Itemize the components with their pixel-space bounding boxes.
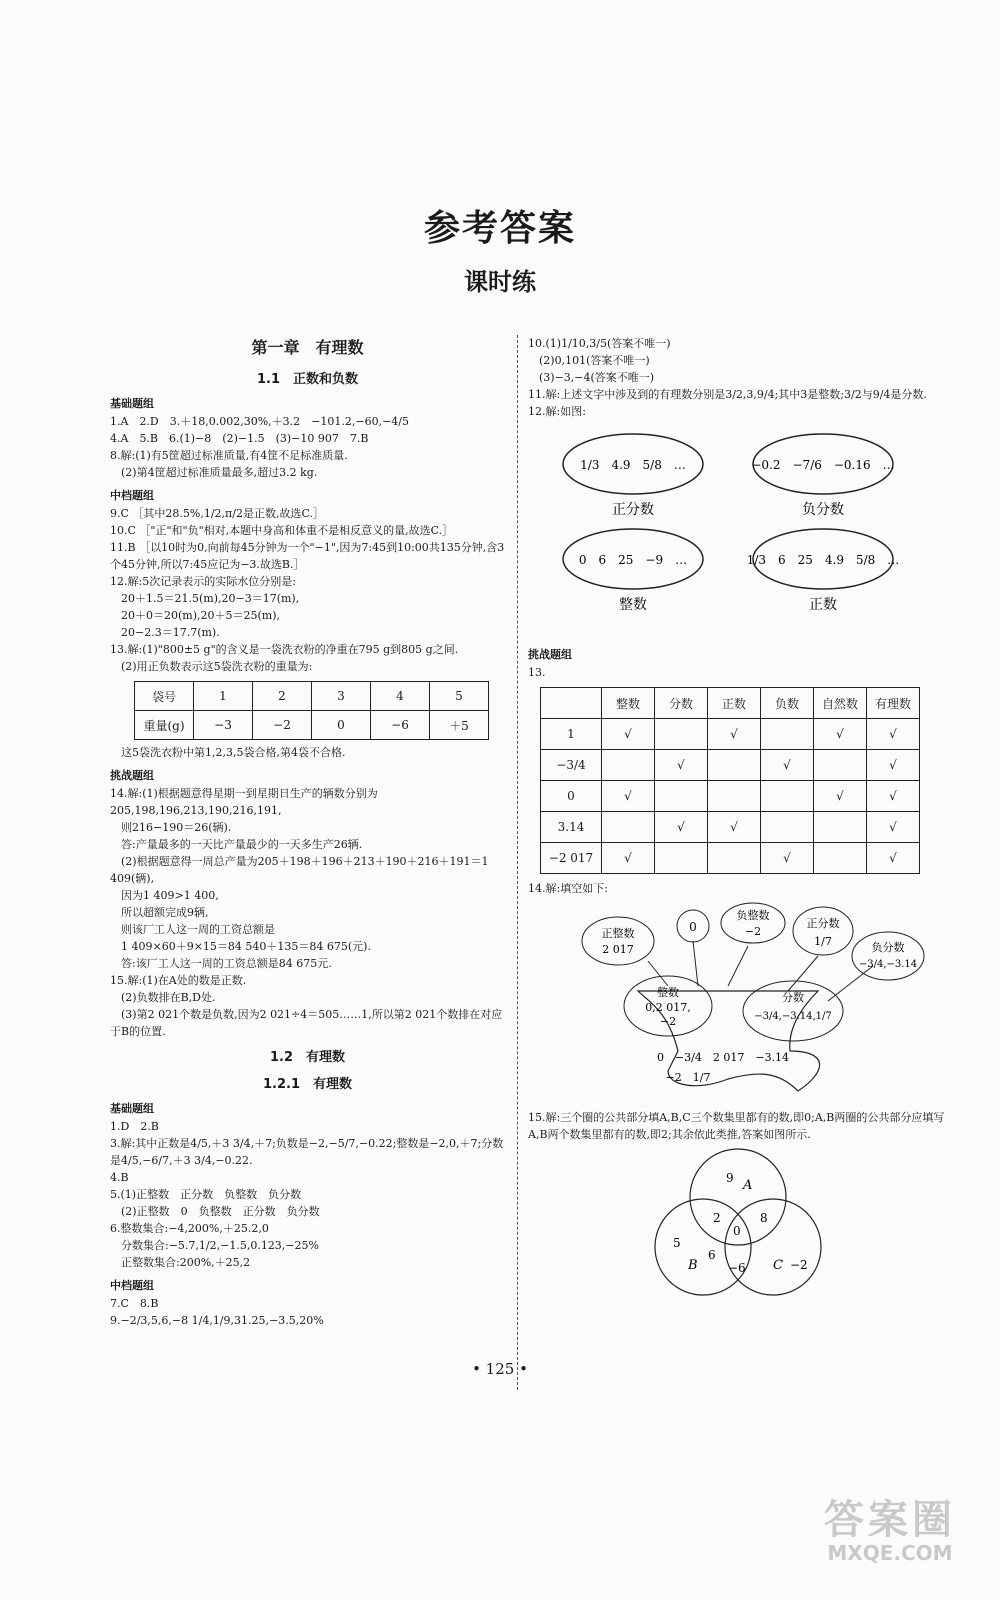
answer-line: 则该厂工人这一周的工资总额是 — [110, 923, 275, 936]
table-cell: 0 — [312, 711, 371, 740]
table-cell: √ — [814, 719, 867, 750]
answer-line: 这5袋洗衣粉中第1,2,3,5袋合格,第4袋不合格. — [110, 746, 346, 759]
answer-line: 12.解:如图: — [528, 405, 586, 418]
answer-line: 4.B — [110, 1171, 129, 1184]
answer-line: 10.C ［"正"和"负"相对,本题中身高和体重不是相反意义的量,故选C.］ — [110, 524, 454, 537]
answer-line: 11.B ［以10时为0,向前每45分钟为一个"−1",因为7:45到10:00共135分钟,含3个45分钟,所以7:45应记为−3.故选B.］ — [110, 541, 505, 571]
table-cell: 5 — [430, 682, 489, 711]
answer-line: 13.解:(1)"800±5 g"的含义是一袋洗衣粉的净重在795 g到805 g之间. — [110, 643, 459, 656]
table-cell: ＋5 — [430, 711, 489, 740]
table-cell — [761, 719, 814, 750]
column-divider — [517, 335, 518, 1390]
venn-value: −6 — [728, 1261, 746, 1275]
table-cell: 自然数 — [814, 688, 867, 719]
subsection-heading: 1.2.1 有理数 — [262, 1077, 352, 1092]
table-cell — [708, 781, 761, 812]
table-cell: 重量(g) — [135, 711, 194, 740]
watermark-text: 答案圈 — [824, 1497, 956, 1543]
section-heading: 1.1 正数和负数 — [256, 372, 359, 387]
answer-line: 13. — [528, 666, 546, 679]
venn-diagram — [528, 1147, 948, 1297]
table-cell — [708, 843, 761, 874]
answer-line: 8.解:(1)有5筐超过标准质量,有4筐不足标准质量. — [110, 449, 348, 462]
table-cell: 分数 — [655, 688, 708, 719]
venn-label-a: A — [743, 1178, 753, 1193]
bubble-value: −3/4,−3.14 — [858, 959, 918, 970]
bubble-label: 正整数 — [601, 927, 635, 940]
table-cell: √ — [761, 750, 814, 781]
number-set-ovals — [528, 424, 948, 632]
table-cell — [655, 719, 708, 750]
page-number: • 125 • — [472, 1360, 528, 1378]
answer-line: 因为1 409>1 400, — [110, 889, 219, 902]
answer-line: 所以超额完成9辆, — [110, 906, 209, 919]
venn-value: 5 — [673, 1236, 681, 1250]
table-cell: 4 — [371, 682, 430, 711]
answer-line: 答:该厂工人这一周的工资总额是84 675元. — [110, 957, 332, 970]
table-cell: −6 — [371, 711, 430, 740]
answer-line: (2)用正负数表示这5袋洗衣粉的重量为: — [110, 660, 313, 673]
tree-branch — [728, 946, 748, 986]
bubble-label: 分数 — [782, 991, 804, 1004]
answer-line: 分数集合:−5.7,1/2,−1.5,0.123,−25% — [110, 1239, 319, 1252]
table-cell: 袋号 — [135, 682, 194, 711]
answer-line: 7.C 8.B — [110, 1297, 159, 1310]
table-row — [541, 812, 920, 843]
table-row — [541, 719, 920, 750]
tree-branch — [693, 941, 698, 986]
venn-circle-b — [655, 1199, 751, 1295]
venn-value: 8 — [760, 1211, 768, 1225]
group-heading: 中档题组 — [110, 1279, 154, 1292]
venn-circle-c — [725, 1199, 821, 1295]
page-subtitle: 课时练 — [464, 268, 536, 296]
answer-line: 1.A 2.D 3.＋18,0.002,30%,＋3.2 −101.2,−60,−4/5 — [110, 415, 410, 428]
table-cell — [708, 750, 761, 781]
answer-line: 14.解:(1)根据题意得星期一到星期日生产的辆数分别为205,198,196,213,190,216,191, — [110, 787, 378, 817]
bubble-value: −2 — [744, 925, 762, 938]
table-cell — [655, 843, 708, 874]
table-cell: √ — [867, 812, 920, 843]
venn-value: 0 — [733, 1224, 741, 1238]
answer-line: (2)负数排在B,D处. — [110, 991, 216, 1004]
table-cell — [761, 812, 814, 843]
table-cell: −2 017 — [541, 843, 602, 874]
watermark-url: MXQE.COM — [827, 1541, 953, 1565]
table-row — [541, 843, 920, 874]
table-cell: √ — [602, 843, 655, 874]
bubble-negative-fraction — [852, 932, 924, 980]
watermark-logo — [795, 1488, 985, 1565]
table-cell: 1 — [541, 719, 602, 750]
group-heading: 挑战题组 — [528, 648, 572, 661]
table-cell — [761, 781, 814, 812]
bubble-value: 1/7 — [814, 935, 832, 948]
classification-table — [540, 687, 920, 874]
table-cell: 有理数 — [867, 688, 920, 719]
bubble-value: 2 017 — [602, 943, 634, 956]
table-cell: √ — [602, 781, 655, 812]
table-cell: 整数 — [602, 688, 655, 719]
table-cell — [814, 812, 867, 843]
venn-label-c: C — [773, 1258, 783, 1273]
oval-items: 1/3 4.9 5/8 … — [580, 458, 686, 472]
trunk-values: −2 1/7 — [665, 1071, 711, 1084]
table-cell — [541, 688, 602, 719]
answer-line: 1 409×60＋9×15＝84 540＋135＝84 675(元). — [110, 940, 371, 953]
answer-line: (2)根据题意得一周总产量为205＋198＋196＋213＋190＋216＋191＝1 409(辆), — [110, 855, 493, 885]
table-cell: −3 — [194, 711, 253, 740]
bubble-value: −2 — [659, 1015, 677, 1028]
oval-label: 正数 — [809, 597, 837, 613]
table-cell: 0 — [541, 781, 602, 812]
section-heading: 1.2 有理数 — [269, 1050, 346, 1065]
weight-table — [134, 681, 489, 740]
venn-value: 6 — [708, 1248, 716, 1262]
answer-line: 9.C ［其中28.5%,1/2,π/2是正数,故选C.］ — [110, 507, 324, 520]
table-cell: √ — [602, 719, 655, 750]
bubble-label: 整数 — [657, 986, 679, 999]
table-cell: √ — [708, 812, 761, 843]
answer-line: 15.解:三个圈的公共部分填A,B,C三个数集里都有的数,即0;A,B两圈的公共部分应填写A,B两个数集里都有的数,即2;其余依此类推,答案如图所示. — [528, 1111, 945, 1141]
left-column — [110, 335, 505, 1329]
answer-line: (2)正整数 0 负整数 正分数 负分数 — [110, 1205, 320, 1218]
answer-line: (3)第2 021个数是负数,因为2 021÷4＝505……1,所以第2 021个数排在对应于B的位置. — [110, 1008, 503, 1038]
bubble-label: 正分数 — [806, 917, 840, 930]
table-cell: 1 — [194, 682, 253, 711]
table-cell: √ — [655, 812, 708, 843]
answer-line: 14.解:填空如下: — [528, 882, 608, 895]
answer-line: 10.(1)1/10,3/5(答案不唯一) — [528, 337, 671, 350]
table-cell — [814, 750, 867, 781]
bubble-label: 负分数 — [871, 941, 905, 954]
tree-branch — [788, 956, 818, 991]
group-heading: 基础题组 — [110, 1102, 154, 1115]
oval-items: 0 6 25 −9 … — [578, 553, 688, 567]
table-row — [541, 781, 920, 812]
table-cell: −3/4 — [541, 750, 602, 781]
chapter-heading: 第一章 有理数 — [251, 338, 364, 357]
page-title: 参考答案 — [423, 208, 576, 249]
group-heading: 中档题组 — [110, 489, 154, 502]
bubble-label: 负整数 — [736, 909, 770, 922]
table-row — [135, 682, 489, 711]
answer-line: 5.(1)正整数 正分数 负整数 负分数 — [110, 1188, 302, 1201]
table-cell: 3.14 — [541, 812, 602, 843]
table-cell: √ — [867, 719, 920, 750]
answer-line: 答:产量最多的一天比产量最少的一天多生产26辆. — [110, 838, 363, 851]
tree-branch — [648, 961, 668, 986]
answer-line: 11.解:上述文字中涉及到的有理数分别是3/2,3,9/4;其中3是整数;3/2与9/4是分数. — [528, 388, 927, 401]
bubble-value: −3/4,−3.14,1/7 — [754, 1011, 832, 1022]
oval-label: 整数 — [619, 597, 647, 613]
table-cell: −2 — [253, 711, 312, 740]
number-tree-diagram — [528, 901, 948, 1101]
table-cell: 正数 — [708, 688, 761, 719]
right-column — [528, 335, 948, 1305]
oval-items: 1/3 6 25 4.9 5/8 … — [746, 553, 900, 567]
table-cell: √ — [708, 719, 761, 750]
answer-line: 4.A 5.B 6.(1)−8 (2)−1.5 (3)−10 907 7.B — [110, 432, 369, 445]
answer-line: 20＋1.5＝21.5(m),20−3＝17(m), — [110, 592, 300, 605]
table-cell: 2 — [253, 682, 312, 711]
oval-label: 负分数 — [802, 502, 844, 518]
table-cell — [602, 812, 655, 843]
answer-line: 12.解:5次记录表示的实际水位分别是: — [110, 575, 296, 588]
venn-value: −2 — [790, 1258, 808, 1272]
answer-line: 则216−190＝26(辆). — [110, 821, 232, 834]
bubble-positive-integer — [582, 917, 654, 965]
answer-line: 9.−2/3,5,6,−8 1/4,1/9,31.25,−3.5,20% — [110, 1314, 324, 1327]
venn-value: 2 — [713, 1211, 721, 1225]
table-cell: √ — [867, 781, 920, 812]
answer-line: (2)第4筐超过标准质量最多,超过3.2 kg. — [110, 466, 318, 479]
answer-line: 1.D 2.B — [110, 1120, 159, 1133]
table-cell — [655, 781, 708, 812]
table-cell: √ — [867, 750, 920, 781]
bubble-value: 0 — [689, 920, 697, 934]
table-cell: √ — [867, 843, 920, 874]
table-cell: √ — [761, 843, 814, 874]
group-heading: 基础题组 — [110, 397, 154, 410]
answer-line: 20＋0＝20(m),20＋5＝25(m), — [110, 609, 281, 622]
table-row — [541, 688, 920, 719]
tree-branch — [828, 966, 873, 1001]
answer-line: 15.解:(1)在A处的数是正数. — [110, 974, 247, 987]
table-row — [135, 711, 489, 740]
answer-line: 6.整数集合:−4,200%,＋25.2,0 — [110, 1222, 269, 1235]
group-heading: 挑战题组 — [110, 769, 154, 782]
table-cell: 负数 — [761, 688, 814, 719]
table-cell: 3 — [312, 682, 371, 711]
table-cell: √ — [814, 781, 867, 812]
oval-items: −0.2 −7/6 −0.16 … — [751, 458, 895, 472]
bubble-value: 0,2 017, — [645, 1001, 691, 1014]
trunk-values: 0 −3/4 2 017 −3.14 — [656, 1051, 790, 1064]
table-row — [541, 750, 920, 781]
table-cell — [814, 843, 867, 874]
venn-value: 9 — [726, 1171, 734, 1185]
answer-line: (2)0,101(答案不唯一) — [528, 354, 650, 367]
table-cell: √ — [655, 750, 708, 781]
oval-label: 正分数 — [612, 502, 654, 518]
answer-line: 正整数集合:200%,＋25,2 — [110, 1256, 251, 1269]
answer-line: (3)−3,−4(答案不唯一) — [528, 371, 655, 384]
answer-line: 20−2.3＝17.7(m). — [110, 626, 220, 639]
table-cell — [602, 750, 655, 781]
venn-label-b: B — [688, 1258, 698, 1273]
answer-line: 3.解:其中正数是4/5,＋3 3/4,＋7;负数是−2,−5/7,−0.22;整数是−2,0,＋7;分数是4/5,−6/7,＋3 3/4,−0.22. — [110, 1137, 504, 1167]
